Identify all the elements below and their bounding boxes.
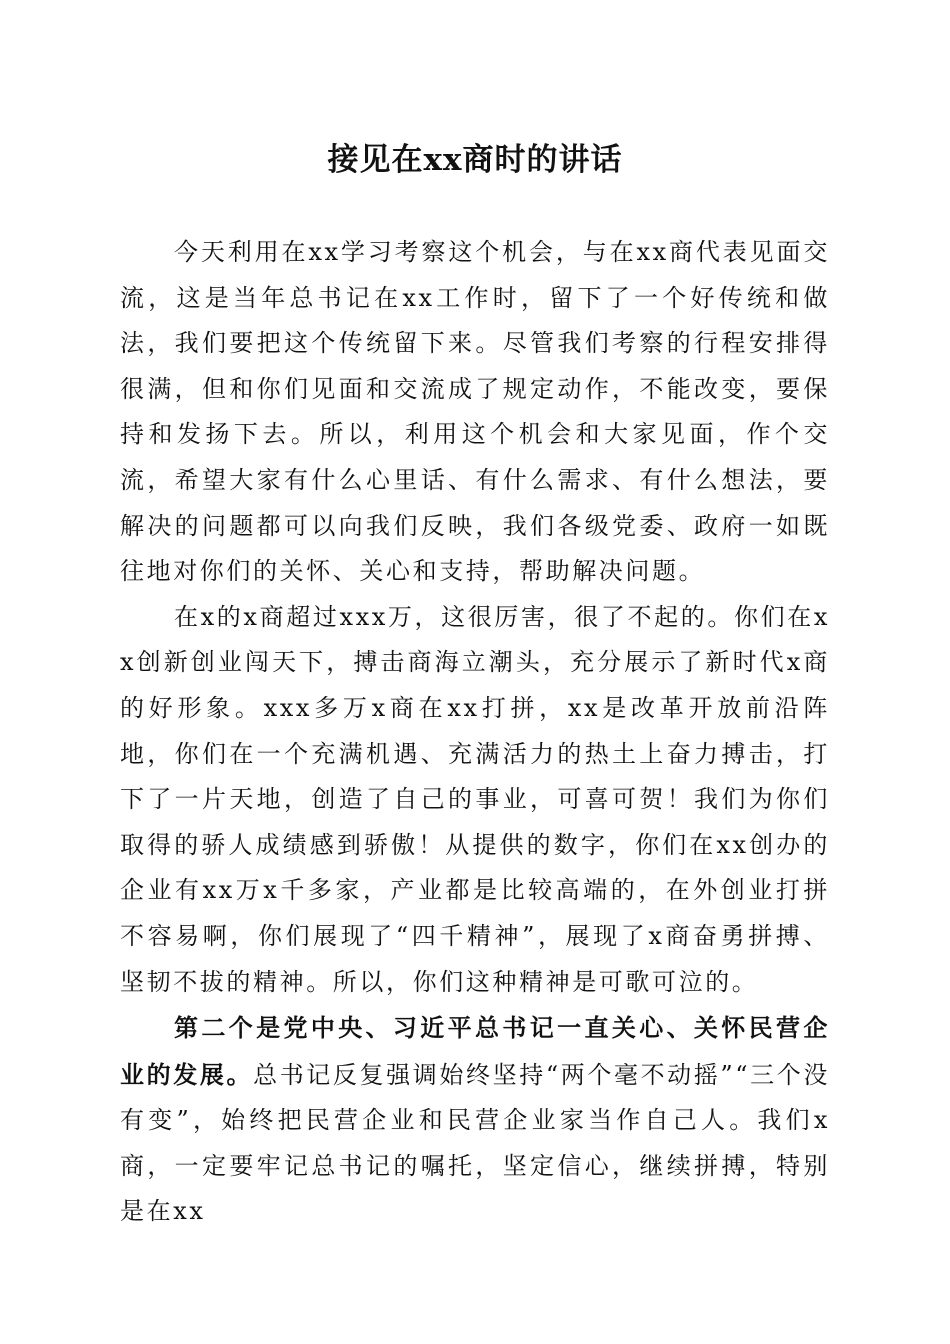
paragraph-3-lead: 第二个是党中央、习近平总书记一直关心、关怀民营企业的发展。	[120, 1013, 830, 1089]
paragraph-2-text: 在x的x商超过xxx万，这很厉害，很了不起的。你们在xx创新创业闯天下，搏击商海立潮头，充分展示了新时代x商的好形象。xxx多万x商在xx打拼，xx是改革开放前沿阵地，你们在一个充满机遇、充满活力的热土上奋力搏击，打下了一片天地，创造了自己的事业，可喜可贺！我们为你们取得的骄人成绩感到骄傲！从提供的数字，你们在xx创办的企业有xx万x千多家，产业都是比较高端的，在外创业打拼不容易啊，你们展现了“四千精神”，展现了x商奋勇拼搏、坚韧不拔的精神。所以，你们这种精神是可歌可泣的。	[120, 602, 830, 996]
document-body	[120, 230, 830, 1235]
paragraph-1-text: 今天利用在xx学习考察这个机会，与在xx商代表见面交流，这是当年总书记在xx工作时，留下了一个好传统和做法，我们要把这个传统留下来。尽管我们考察的行程安排得很满，但和你们见面和交流成了规定动作，不能改变，要保持和发扬下去。所以，利用这个机会和大家见面，作个交流，希望大家有什么心里话、有什么需求、有什么想法，要解决的问题都可以向我们反映，我们各级党委、政府一如既往地对你们的关怀、关心和支持，帮助解决问题。	[120, 238, 830, 586]
paragraph-3-text: 总书记反复强调始终坚持“两个毫不动摇”“三个没有变”，始终把民营企业和民营企业家当作自己人。我们x商，一定要牢记总书记的嘱托，坚定信心，继续拼搏，特别是在xx	[120, 1060, 831, 1226]
paragraph-2	[120, 595, 830, 1005]
paragraph-3	[120, 1005, 830, 1235]
paragraph-1	[120, 230, 830, 595]
document-title: 接见在xx商时的讲话	[327, 142, 623, 178]
